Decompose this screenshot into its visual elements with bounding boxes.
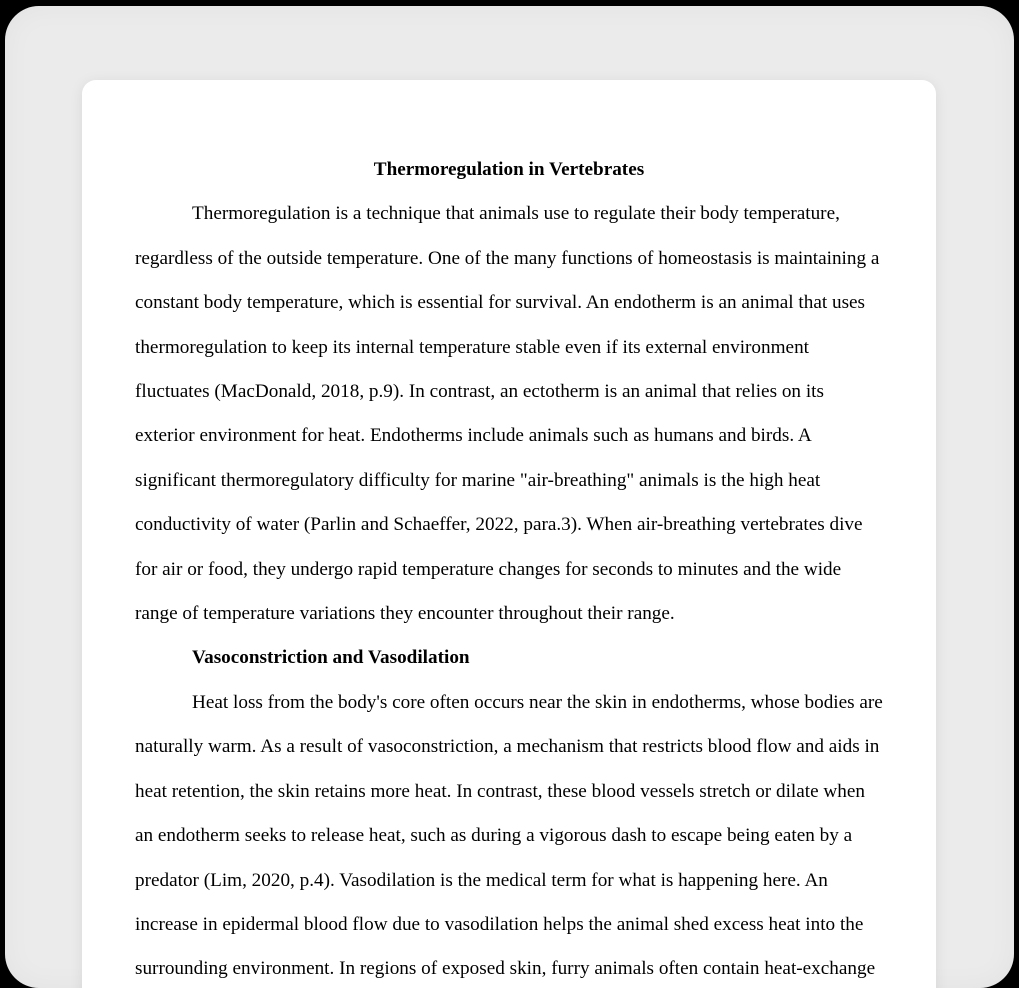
- document-title: Thermoregulation in Vertebrates: [373, 159, 645, 180]
- section-heading-vasoconstriction: Vasoconstriction and Vasodilation: [192, 647, 470, 669]
- paragraph-vasoconstriction-body: Heat loss from the body's core often occurs near the skin in endotherms, whose bodies are naturally warm. As a result of vasoconstriction, a mechanism that restricts blood flow and aids in heat retention, the skin retains more heat. In contrast, these blood vessels stretch or dilate when an endotherm seeks to release heat, such as during a vigorous dash to escape being eaten by a predator (Lim, 2020, p.4). Vasodilation is the medical term for what is happening here. An increase in epidermal blood flow due to vasodilation helps the animal shed excess heat into the surrounding environment. In regions of exposed skin, furry animals often contain heat-exchange: [135, 691, 883, 980]
- document-page[interactable]: [82, 80, 936, 988]
- app-window: [5, 6, 1014, 988]
- paragraph-thermoregulation-intro: Thermoregulation is a technique that animals use to regulate their body temperature, regardless of the outside temperature. One of the many functions of homeostasis is maintaining a constant body temperature, which is essential for survival. An endotherm is an animal that uses thermoregulation to keep its internal temperature stable even if its external environment fluctuates (MacDonald, 2018, p.9). In contrast, an ectotherm is an animal that relies on its exterior environment for heat. Endotherms include animals such as humans and birds. A significant thermoregulatory difficulty for marine "air-breathing" animals is the high heat conductivity of water (Parlin and Schaeffer, 2022, para.3). When air-breathing vertebrates dive for air or food, they undergo rapid temperature changes for seconds to minutes and the wide range of temperature variations they encounter throughout their range.: [135, 203, 880, 625]
